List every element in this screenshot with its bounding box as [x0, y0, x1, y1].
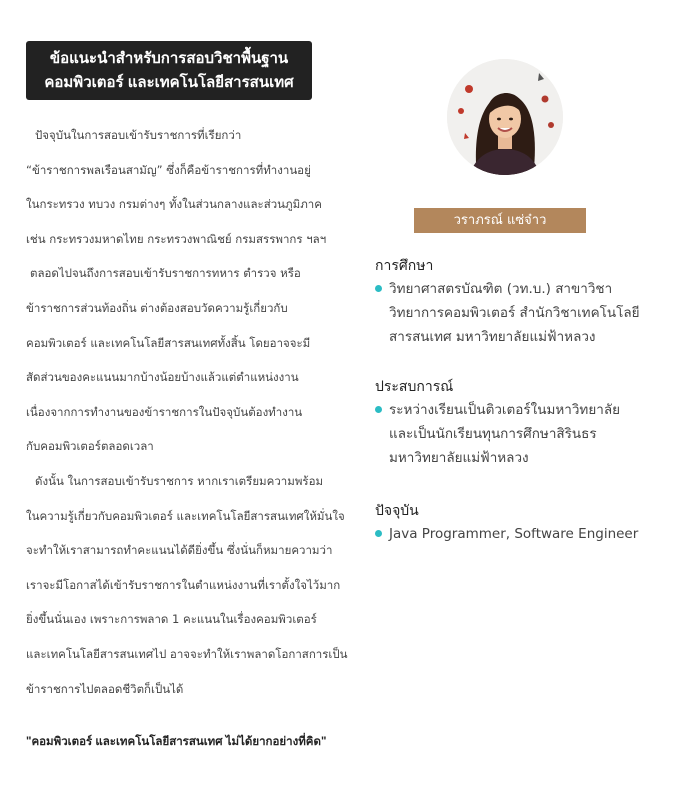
author-avatar [447, 59, 563, 175]
article-line: ปัจจุบันในการสอบเข้ารับราชการที่เรียกว่า [35, 128, 242, 142]
education-item [375, 277, 665, 301]
article-line: เช่น กระทรวงมหาดไทย กระทรวงพาณิชย์ กรมสรรพากร ฯลฯ [26, 231, 327, 246]
article-title-line-2: คอมพิวเตอร์ และเทคโนโลยีสารสนเทศ [44, 74, 294, 91]
education-section [375, 255, 665, 349]
article-line: กับคอมพิวเตอร์ตลอดเวลา [26, 439, 154, 454]
experience-item [375, 398, 665, 422]
article-line: คอมพิวเตอร์ และเทคโนโลยีสารสนเทศทั้งสิ้น โดยอาจจะมี [26, 335, 311, 350]
article-line: เราจะมีโอกาสได้เข้ารับราชการในตำแหน่งงานที่เราตั้งใจไว้มาก [26, 577, 341, 592]
bullet-icon [375, 406, 382, 413]
article-line: เนื่องจากการทำงานของข้าราชการในปัจจุบันต้องทำงาน [26, 404, 303, 419]
education-text: วิทยาศาสตรบัณฑิต (วท.บ.) สาขาวิชา [389, 281, 613, 297]
article-line: และเทคโนโลยีสารสนเทศไป อาจจะทำให้เราพลาดโอกาสการเป็น [26, 646, 348, 661]
bullet-icon [375, 285, 382, 292]
article-title-box [26, 41, 312, 100]
experience-text: ระหว่างเรียนเป็นติวเตอร์ในมหาวิทยาลัย [389, 402, 621, 418]
current-text: Java Programmer, Software Engineer [389, 526, 639, 542]
article-quote: "คอมพิวเตอร์ และเทคโนโลยีสารสนเทศ ไม่ได้ยากอย่างที่คิด" [26, 736, 327, 748]
experience-section [375, 376, 665, 470]
current-item [375, 522, 665, 546]
article-line: ข้าราชการไปตลอดชีวิตก็เป็นได้ [26, 681, 184, 696]
article-body [26, 118, 348, 706]
article-title-line-1: ข้อแนะนำสำหรับการสอบวิชาพื้นฐาน [49, 50, 289, 67]
article-line: จะทำให้เราสามารถทำคะแนนได้ดียิ่งขึ้น ซึ่งนั่นก็หมายความว่า [26, 543, 333, 558]
current-heading: ปัจจุบัน [375, 503, 419, 519]
author-name: วราภรณ์ แซ่จ๋าว [414, 208, 586, 233]
article-line: ข้าราชการส่วนท้องถิ่น ต่างต้องสอบวัดความรู้เกี่ยวกับ [26, 300, 288, 315]
experience-text: มหาวิทยาลัยแม่ฟ้าหลวง [389, 450, 529, 466]
education-heading: การศึกษา [375, 258, 434, 274]
current-section [375, 500, 665, 546]
education-text: วิทยาการคอมพิวเตอร์ สำนักวิชาเทคโนโลยี [389, 305, 640, 321]
experience-text: และเป็นนักเรียนทุนการศึกษาสิรินธร [389, 426, 597, 442]
article-line: ในกระทรวง ทบวง กรมต่างๆ ทั้งในส่วนกลางและส่วนภูมิภาค [26, 197, 322, 212]
education-text: สารสนเทศ มหาวิทยาลัยแม่ฟ้าหลวง [389, 329, 596, 345]
article-line: ดังนั้น ในการสอบเข้ารับราชการ หากเราเตรียมความพร้อม [35, 473, 324, 488]
author-photo-illustration [447, 59, 563, 175]
bullet-icon [375, 530, 382, 537]
article-line: ยิ่งขึ้นนั่นเอง เพราะการพลาด 1 คะแนนในเรื่องคอมพิวเตอร์ [26, 612, 317, 627]
article-line: สัดส่วนของคะแนนมากบ้างน้อยบ้างแล้วแต่ตำแหน่งงาน [26, 370, 299, 385]
article-line: “ข้าราชการพลเรือนสามัญ” ซึ่งก็คือข้าราชการที่ทำงานอยู่ [26, 162, 311, 177]
experience-heading: ประสบการณ์ [375, 379, 454, 395]
article-line: ตลอดไปจนถึงการสอบเข้ารับราชการทหาร ตำรวจ หรือ [30, 266, 301, 281]
article-line: ในความรู้เกี่ยวกับคอมพิวเตอร์ และเทคโนโลยีสารสนเทศให้มั่นใจ [26, 508, 345, 523]
